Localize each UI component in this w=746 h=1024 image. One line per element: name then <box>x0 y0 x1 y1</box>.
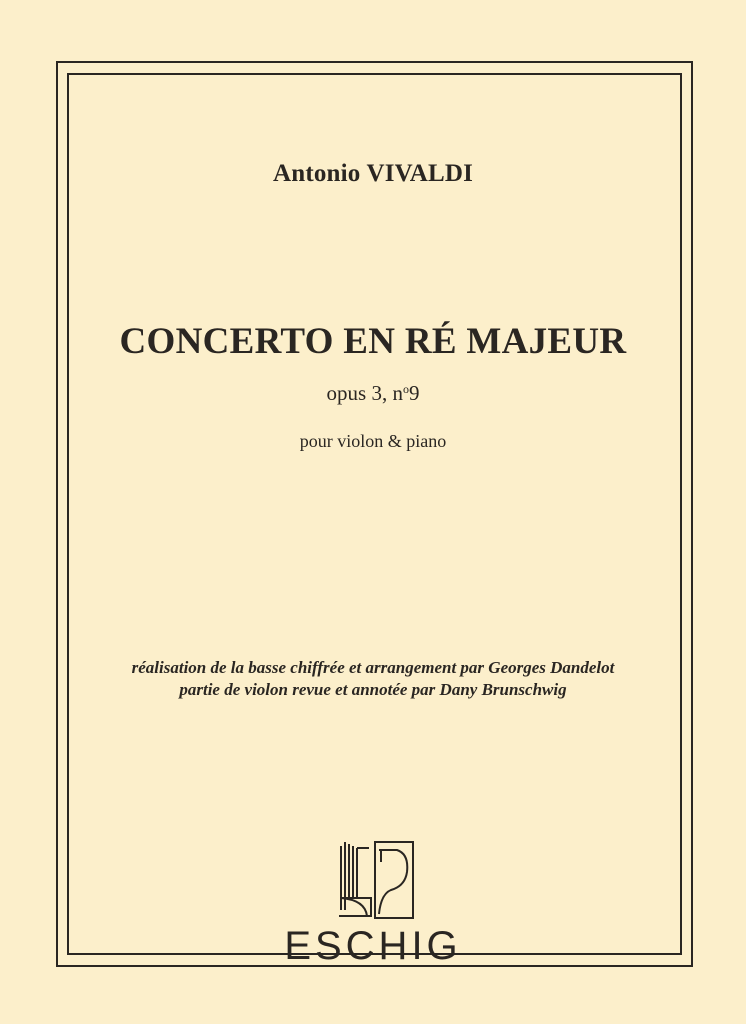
credits-block <box>0 657 746 701</box>
eschig-lyre-logo-icon <box>335 838 417 922</box>
work-title: CONCERTO EN RÉ MAJEUR <box>119 321 627 362</box>
inner-border-frame <box>67 73 682 955</box>
opus-text: opus 3, n <box>326 381 403 405</box>
credit-line-arrangement: réalisation de la basse chiffrée et arrangement par Georges Dandelot <box>131 658 615 677</box>
composer-name: Antonio VIVALDI <box>272 160 474 187</box>
credit-line-violin-part: partie de violon revue et annotée par Dany Brunschwig <box>179 680 567 699</box>
opus-superscript: o <box>402 382 409 396</box>
opus-number-value: 9 <box>408 381 420 405</box>
opus-number <box>0 381 746 406</box>
instrumentation: pour violon & piano <box>299 431 447 451</box>
publisher-name: ESCHIG <box>284 924 462 968</box>
